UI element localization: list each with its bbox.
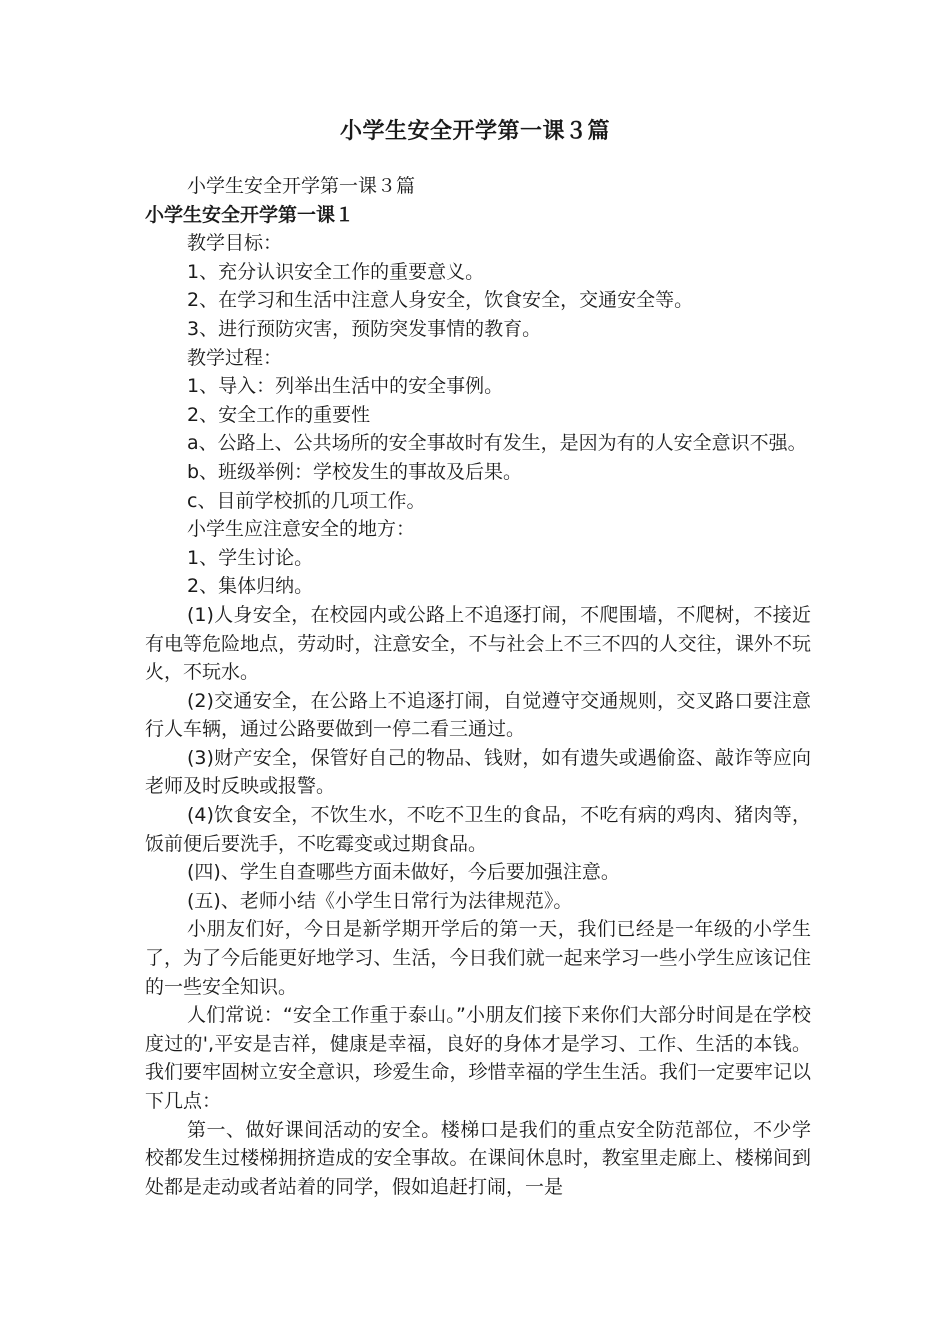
section-heading: 小学生安全开学第一课１ xyxy=(145,203,355,226)
paragraph: (2)交通安全，在公路上不追逐打闹，自觉遵守交通规则，交叉路口要注意行人车辆，通过公路要做到一停二看三通过。 xyxy=(145,689,811,741)
paragraph: (五)、老师小结《小学生日常行为法律规范》。 xyxy=(187,889,573,912)
paragraph: (3)财产安全，保管好自己的物品、钱财，如有遗失或遇偷盗、敲诈等应向老师及时反映或报警。 xyxy=(145,746,811,798)
document-subtitle: 小学生安全开学第一课３篇 xyxy=(187,175,416,197)
paragraph: 2、安全工作的重要性 xyxy=(187,403,371,426)
paragraph: 小朋友们好，今日是新学期开学后的第一天，我们已经是一年级的小学生了，为了今后能更好地学习、生活，今日我们就一起来学习一些小学生应该记住的一些安全知识。 xyxy=(145,918,811,998)
paragraph: 人们常说：“安全工作重于泰山。”小朋友们接下来你们大部分时间是在学校度过的',平安是吉祥，健康是幸福，良好的身体才是学习、工作、生活的本钱。我们要牢固树立安全意识，珍爱生命，珍惜幸福的学生生活。我们一定要牢记以下几点： xyxy=(145,1004,811,1112)
paragraph: (四)、学生自查哪些方面未做好，今后要加强注意。 xyxy=(187,861,620,884)
document-title: 小学生安全开学第一课３篇 xyxy=(339,119,610,144)
paragraph: c、目前学校抓的几项工作。 xyxy=(187,489,426,512)
paragraph: a、公路上、公共场所的安全事故时有发生，是因为有的人安全意识不强。 xyxy=(187,432,807,455)
paragraph: 3、进行预防灾害，预防突发事情的教育。 xyxy=(187,317,542,340)
paragraph: 小学生应注意安全的地方： xyxy=(187,518,416,541)
document-body xyxy=(145,172,811,1201)
paragraph: 第一、做好课间活动的安全。楼梯口是我们的重点安全防范部位，不少学校都发生过楼梯拥挤造成的安全事故。在课间休息时，教室里走廊上、楼梯间到处都是走动或者站着的同学，假如追赶打闹，一是 xyxy=(145,1118,811,1198)
paragraph: 2、在学习和生活中注意人身安全，饮食安全，交通安全等。 xyxy=(187,289,694,312)
paragraph: 2、集体归纳。 xyxy=(187,575,314,598)
paragraph: (1)人身安全，在校园内或公路上不追逐打闹，不爬围墙，不爬树，不接近有电等危险地点，劳动时，注意安全，不与社会上不三不四的人交往，课外不玩火，不玩水。 xyxy=(145,603,811,684)
paragraph: 1、学生讨论。 xyxy=(187,546,314,569)
paragraph: 1、导入：列举出生活中的安全事例。 xyxy=(187,375,504,398)
paragraph: b、班级举例：学校发生的事故及后果。 xyxy=(187,460,523,483)
paragraph: 教学过程： xyxy=(187,346,283,369)
paragraph: 1、充分认识安全工作的重要意义。 xyxy=(187,260,485,283)
paragraph: (4)饮食安全，不饮生水，不吃不卫生的食品，不吃有病的鸡肉、猪肉等，饭前便后要洗手，不吃霉变或过期食品。 xyxy=(145,804,811,855)
paragraph: 教学目标： xyxy=(187,232,283,255)
